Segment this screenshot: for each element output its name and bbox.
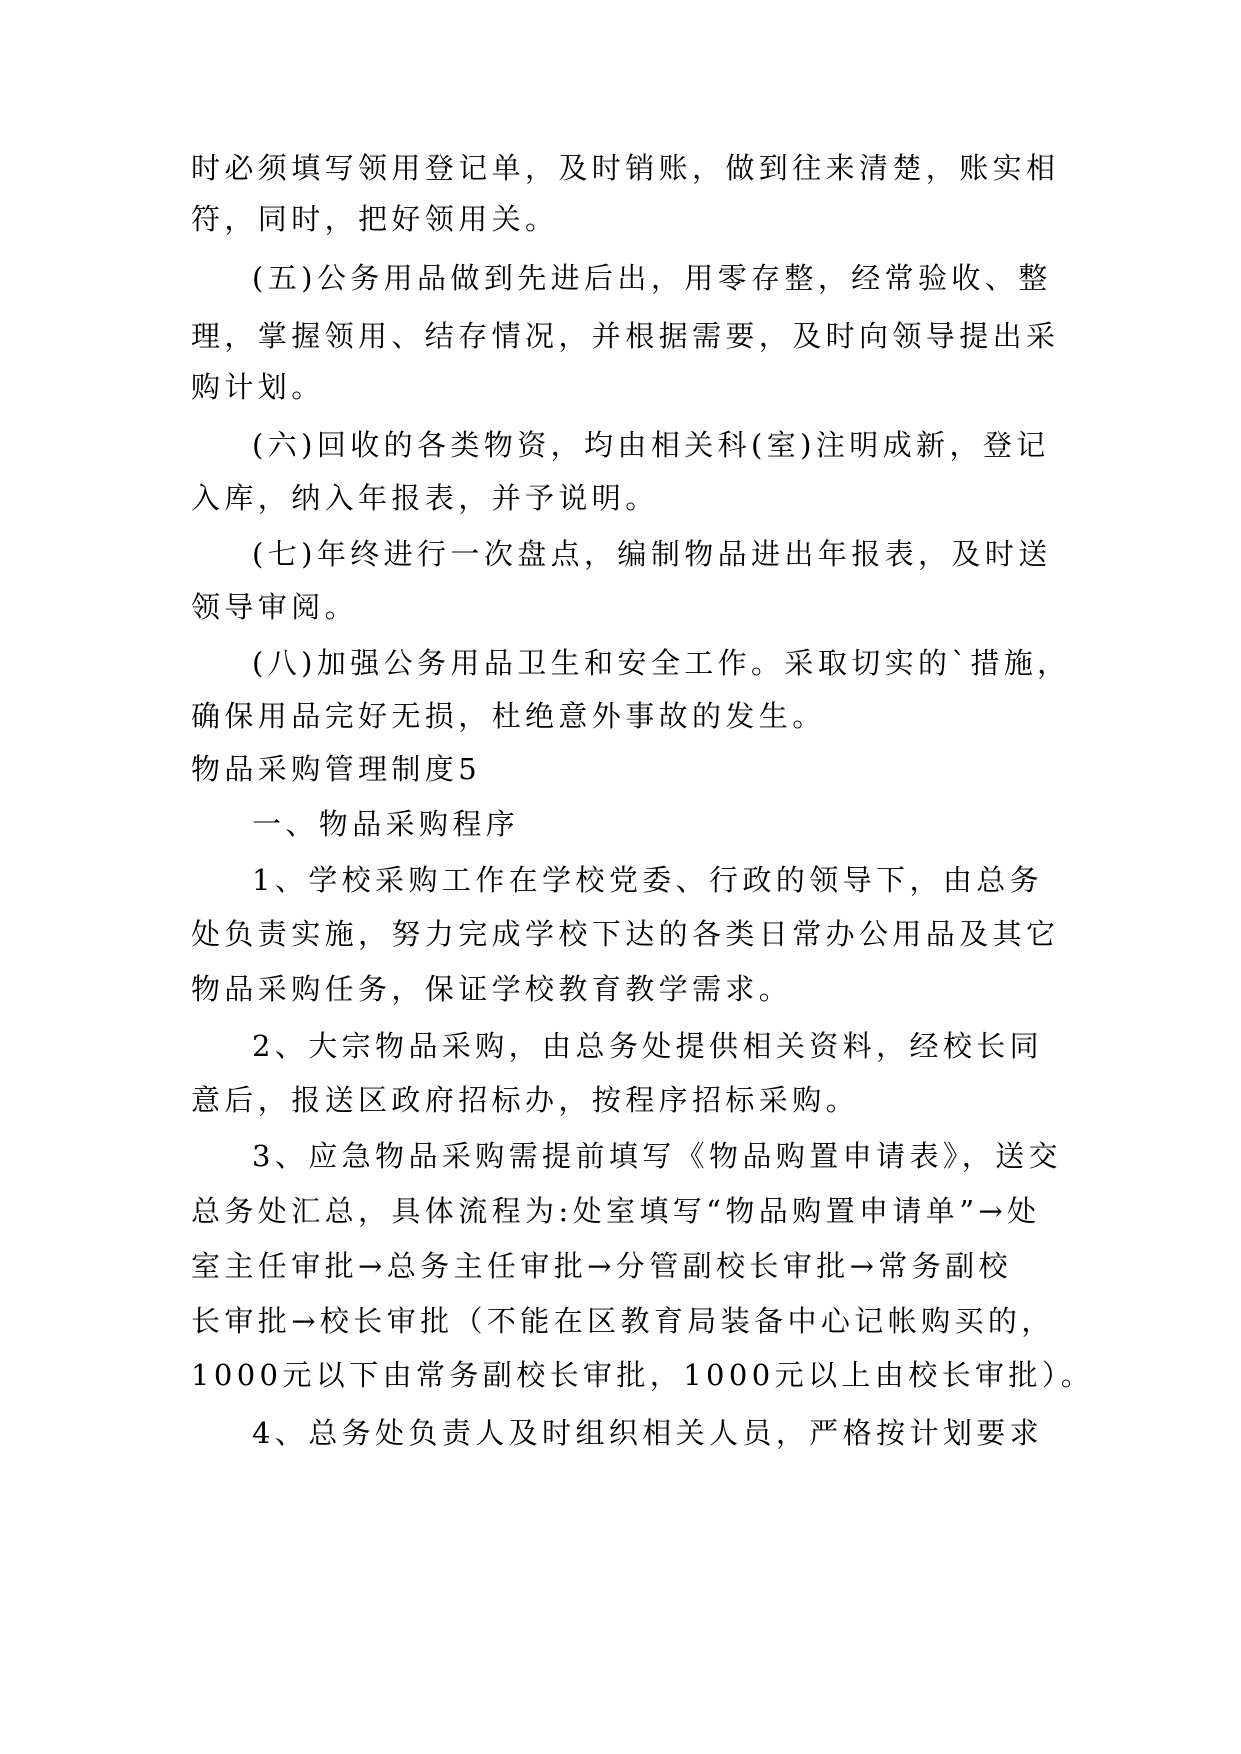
paragraph-line: 领导审阅。 — [191, 590, 359, 624]
paragraph-line: 2、大宗物品采购，由总务处提供相关资料，经校长同 — [252, 1029, 1044, 1063]
paragraph-line: 3、应急物品采购需提前填写《物品购置申请表》，送交 — [252, 1139, 1062, 1173]
paragraph-line: 购计划。 — [191, 370, 325, 404]
paragraph-line: (八)加强公务用品卫生和安全工作。采取切实的`措施， — [252, 646, 1071, 680]
paragraph-line: 确保用品完好无损，杜绝意外事故的发生。 — [191, 699, 826, 733]
paragraph-line: 物品采购任务，保证学校教育教学需求。 — [191, 972, 793, 1006]
paragraph-line: 处负责实施，努力完成学校下达的各类日常办公用品及其它 — [191, 917, 1060, 951]
paragraph-line: 理，掌握领用、结存情况，并根据需要，及时向领导提出采 — [191, 319, 1060, 353]
paragraph-line: (七)年终进行一次盘点，编制物品进出年报表，及时送 — [252, 537, 1052, 571]
paragraph-line: 长审批→校长审批（不能在区教育局装备中心记帐购买的， — [191, 1304, 1055, 1338]
paragraph-line: 室主任审批→总务主任审批→分管副校长审批→常务副校 — [191, 1249, 1012, 1283]
paragraph-line: (五)公务用品做到先进后出，用零存整，经常验收、整 — [252, 261, 1052, 295]
paragraph-line: 时必须填写领用登记单，及时销账，做到往来清楚，账实相 — [191, 151, 1060, 185]
section-heading: 一、物品采购程序 — [252, 807, 520, 841]
paragraph-line: 4、总务处负责人及时组织相关人员，严格按计划要求 — [252, 1416, 1044, 1450]
paragraph-line: 1000元以下由常务副校长审批，1000元以上由校长审批）。 — [191, 1358, 1095, 1392]
paragraph-line: 符，同时，把好领用关。 — [191, 202, 559, 236]
paragraph-line: 入库，纳入年报表，并予说明。 — [191, 481, 659, 515]
paragraph-line: 意后，报送区政府招标办，按程序招标采购。 — [191, 1083, 860, 1117]
section-title: 物品采购管理制度5 — [191, 752, 482, 786]
paragraph-line: 总务处汇总，具体流程为:处室填写“物品购置申请单”→处 — [191, 1194, 1041, 1228]
paragraph-line: 1、学校采购工作在学校党委、行政的领导下，由总务 — [252, 863, 1044, 897]
paragraph-line: (六)回收的各类物资，均由相关科(室)注明成新，登记 — [252, 428, 1050, 462]
